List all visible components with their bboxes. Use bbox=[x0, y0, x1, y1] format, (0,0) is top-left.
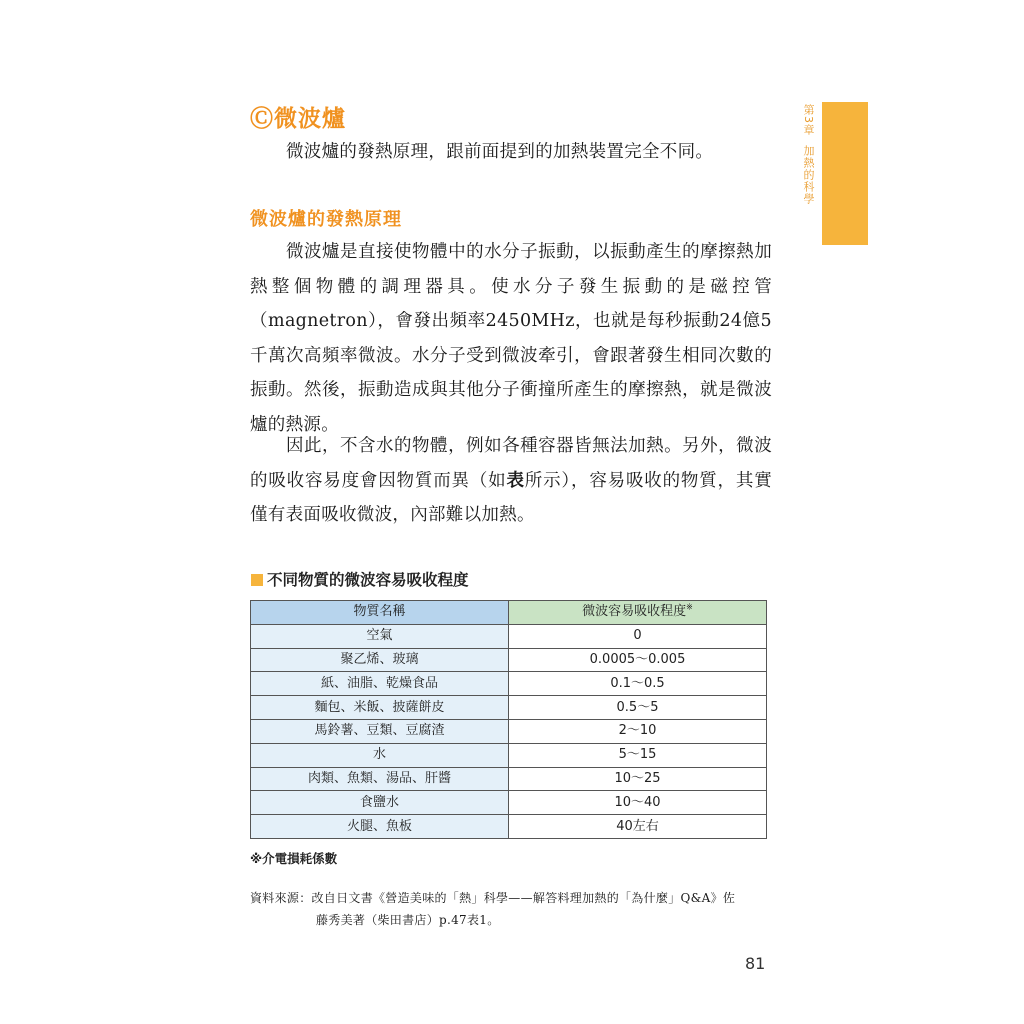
table-reference: 表 bbox=[506, 470, 525, 491]
table-heading bbox=[251, 568, 469, 590]
absorption-cell: 10～25 bbox=[509, 767, 767, 791]
absorption-table bbox=[250, 600, 767, 839]
paragraph-text: 因此，不含水的物體，例如各種容器皆無法加熱。另外，微波的吸收容易度會因物質而異（如 bbox=[250, 436, 772, 491]
table-row bbox=[251, 648, 767, 672]
absorption-cell: 0.0005～0.005 bbox=[509, 648, 767, 672]
substance-cell: 聚乙烯、玻璃 bbox=[251, 648, 509, 672]
table-row bbox=[251, 767, 767, 791]
table-row bbox=[251, 624, 767, 648]
table-row bbox=[251, 815, 767, 839]
column-header-absorption bbox=[509, 601, 767, 625]
substance-cell: 紙、油脂、乾燥食品 bbox=[251, 672, 509, 696]
chapter-title: 加熱的科學 bbox=[802, 145, 815, 205]
table-row bbox=[251, 743, 767, 767]
body-paragraph-2 bbox=[250, 429, 772, 533]
table-heading-text: 不同物質的微波容易吸收程度 bbox=[267, 571, 469, 589]
chapter-number: 第3章 bbox=[802, 104, 815, 136]
substance-cell: 食鹽水 bbox=[251, 791, 509, 815]
source-line-2: 藤秀美著（柴田書店）p.47表1。 bbox=[316, 913, 500, 927]
absorption-cell: 2～10 bbox=[509, 719, 767, 743]
square-bullet-icon bbox=[251, 574, 263, 586]
chapter-tab bbox=[822, 102, 868, 245]
absorption-cell: 0.1～0.5 bbox=[509, 672, 767, 696]
substance-cell: 水 bbox=[251, 743, 509, 767]
chapter-label bbox=[800, 104, 816, 205]
table-header-row bbox=[251, 601, 767, 625]
paragraph-text: 所示），容易吸收的物質，其實僅有表面吸收微波，內部難以加熱。 bbox=[250, 470, 772, 525]
substance-cell: 馬鈴薯、豆類、豆腐渣 bbox=[251, 719, 509, 743]
absorption-cell: 5～15 bbox=[509, 743, 767, 767]
substance-cell: 火腿、魚板 bbox=[251, 815, 509, 839]
table-row bbox=[251, 791, 767, 815]
absorption-cell: 0.5～5 bbox=[509, 696, 767, 720]
table-row bbox=[251, 696, 767, 720]
table-row bbox=[251, 672, 767, 696]
table-row bbox=[251, 719, 767, 743]
intro-paragraph: 微波爐的發熱原理，跟前面提到的加熱裝置完全不同。 bbox=[286, 142, 714, 162]
subsection-title: 微波爐的發熱原理 bbox=[250, 209, 402, 230]
footnote-mark: ※ bbox=[686, 603, 693, 613]
body-paragraph-1: 微波爐是直接使物體中的水分子振動，以振動產生的摩擦熱加熱整個物體的調理器具。使水分子發生振動的是磁控管（magnetron），會發出頻率2450MHz，也就是每秒振動24億5千萬次高頻率微波。水分子受到微波牽引，會跟著發生相同次數的振動。然後，振動造成與其他分子衝撞所產生的摩擦熱，就是微波爐的熱源。 bbox=[250, 242, 772, 435]
substance-cell: 空氣 bbox=[251, 624, 509, 648]
column-header-absorption-text: 微波容易吸收程度 bbox=[582, 604, 687, 620]
absorption-cell: 0 bbox=[509, 624, 767, 648]
table-note: ※介電損耗係數 bbox=[250, 851, 338, 866]
absorption-cell: 10～40 bbox=[509, 791, 767, 815]
source-citation bbox=[250, 887, 780, 931]
section-title: Ⓒ微波爐 bbox=[250, 106, 346, 132]
absorption-cell: 40左右 bbox=[509, 815, 767, 839]
page-number: 81 bbox=[745, 954, 766, 973]
source-line-1: 資料來源：改自日文書《營造美味的「熱」科學——解答料理加熱的「為什麼」Q&A》佐 bbox=[250, 891, 736, 905]
substance-cell: 肉類、魚類、湯品、肝醬 bbox=[251, 767, 509, 791]
substance-cell: 麵包、米飯、披薩餅皮 bbox=[251, 696, 509, 720]
column-header-substance: 物質名稱 bbox=[251, 601, 509, 625]
